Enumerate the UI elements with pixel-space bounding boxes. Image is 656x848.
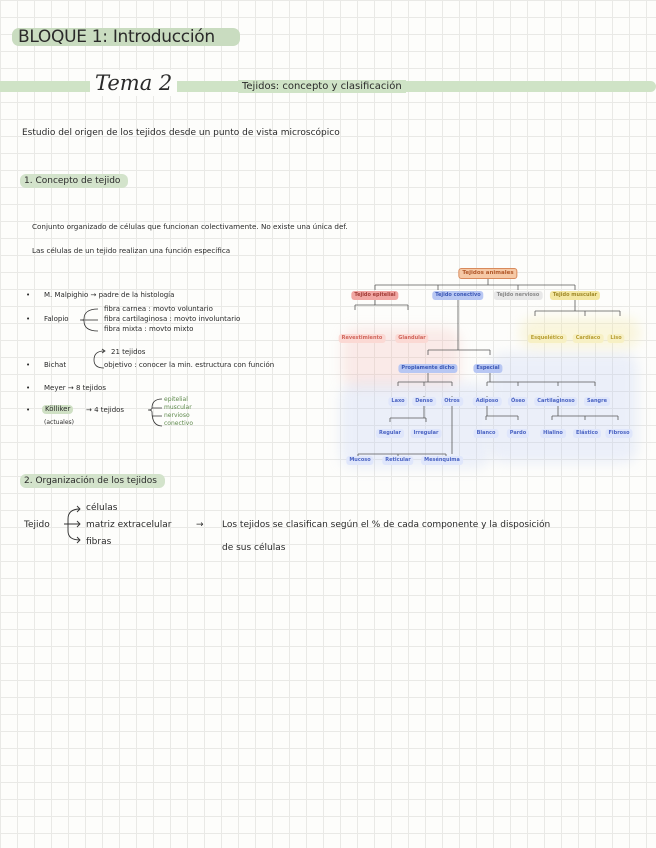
falopio-item-2: fibra cartilaginosa : movto involuntario [104,315,241,323]
node-nervioso: Tejido nervioso [494,291,543,300]
component-fibers: fibras [86,537,112,547]
node-cartilaginoso: Cartilaginoso [534,397,577,406]
section1-title: 1. Concepto de tejido [20,174,128,188]
bichat-label: Bichat [44,361,67,369]
node-mesenquima: Mesénquima [421,456,463,465]
kolliker-item-1: epitelial [164,396,188,403]
tema-subtitle: Tejidos: concepto y clasificación [238,80,406,93]
bullet-dot: • [26,315,31,323]
kolliker-item-4: conectivo [164,420,194,427]
node-root: Tejidos animales [458,268,517,279]
brace-icon [146,396,164,430]
section2-title: 2. Organización de los tejidos [20,474,165,488]
node-liso: Liso [607,334,624,343]
node-esqueletico: Esquelético [528,334,567,343]
node-sangre: Sangre [584,397,610,406]
bloque-title: BLOQUE 1: Introducción [12,28,240,46]
node-adiposo: Adiposo [473,397,502,406]
node-hialino: Hialino [540,429,566,438]
node-epitelial: Tejido epitelial [351,291,398,300]
component-matrix: matriz extracelular [86,520,172,530]
node-glandular: Glandular [395,334,428,343]
bullet-dot: • [26,361,31,369]
kolliker-label: Kölliker [42,405,73,414]
brace-icon [78,305,102,335]
falopio-item-1: fibra carnea : movto voluntario [104,305,213,313]
concept-line1: Conjunto organizado de células que funcionan colectivamente. No existe una única def. [32,222,348,231]
node-pardo: Pardo [507,429,529,438]
node-conectivo: Tejido conectivo [432,291,483,300]
falopio-item-3: fibra mixta : movto mixto [104,325,194,333]
node-denso: Denso [412,397,436,406]
node-regular: Regular [376,429,404,438]
kolliker-item-3: nervioso [164,412,190,419]
bullet-dot: • [26,384,31,392]
tissue-classification-diagram [340,258,640,468]
node-otros: Otros [441,397,463,406]
bullet-dot: • [26,291,31,299]
node-muscular: Tejido muscular [550,291,600,300]
node-revestimiento: Revestimiento [339,334,386,343]
kolliker-count: → 4 tejidos [86,406,125,414]
node-especial: Especial [473,364,502,373]
node-cardiaco: Cardíaco [573,334,604,343]
tema-title: Tema 2 [90,70,177,96]
node-laxo: Laxo [388,397,407,406]
node-irregular: Irregular [411,429,442,438]
node-blanco: Blanco [474,429,499,438]
bullet-dot: • [26,406,31,414]
bichat-item-2: objetivo : conocer la min. estructura con función [104,361,275,369]
node-oseo: Óseo [508,397,528,406]
kolliker-item-2: muscular [164,404,192,411]
concept-line2: Las células de un tejido realizan una función específica [32,246,231,255]
node-mucoso: Mucoso [346,456,373,465]
falopio-label: Falopio [44,315,69,323]
arrow-icon: → [196,520,204,530]
organization-text-1: Los tejidos se clasifican según el % de cada componente y la disposición [222,520,551,530]
node-fibroso: Fibroso [605,429,632,438]
tejido-label: Tejido [24,520,50,530]
node-propiamente: Propiamente dicho [398,364,457,373]
component-cells: células [86,503,118,513]
intro-text: Estudio del origen de los tejidos desde un punto de vista microscópico [22,128,340,138]
kolliker-note: (actuales) [44,419,74,426]
organization-text-2: de sus células [222,543,286,553]
meyer-text: Meyer → 8 tejidos [44,384,106,392]
branch-arrow-icon [62,503,84,545]
node-elastico: Elástico [573,429,601,438]
malpighi-text: M. Malpighio → padre de la histología [44,291,175,299]
bichat-item-1: 21 tejidos [111,348,146,356]
node-reticular: Reticular [382,456,413,465]
